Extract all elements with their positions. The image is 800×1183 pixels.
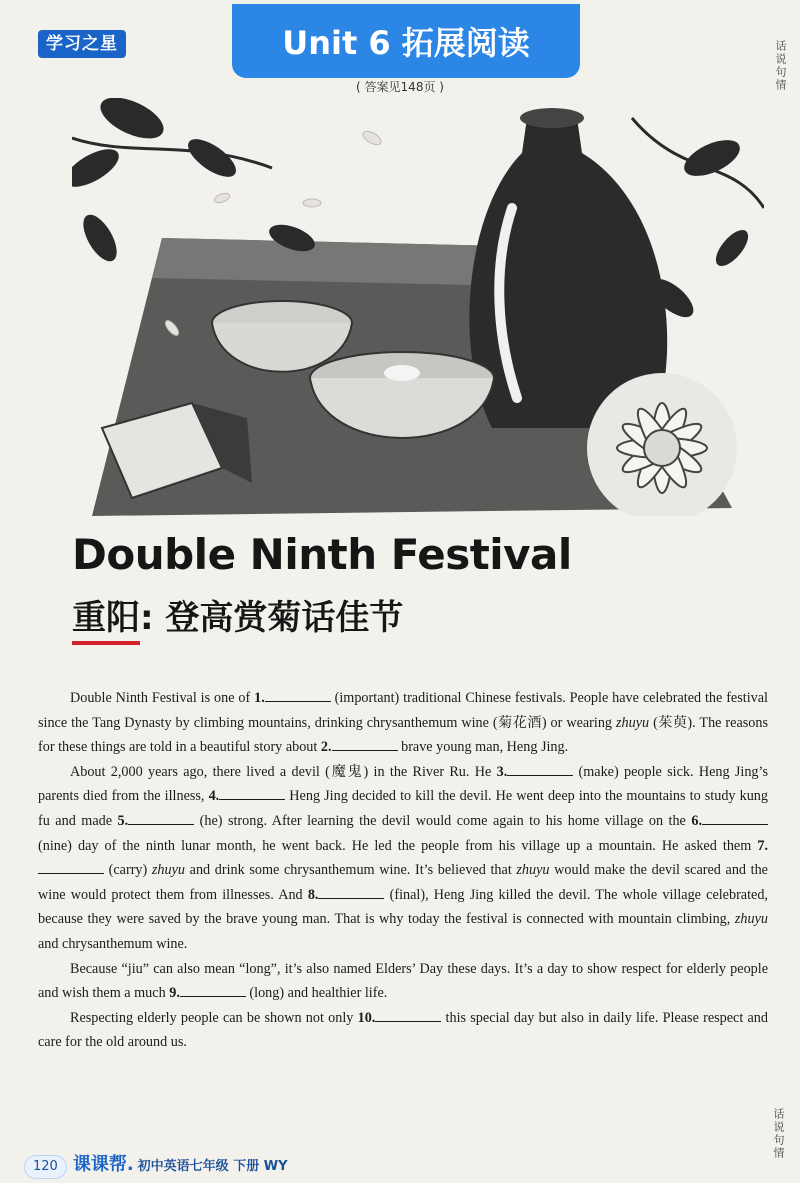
text: About 2,000 years ago, there lived a devil (魔鬼) in the River Ru. He xyxy=(70,763,497,780)
text: strong. After learning the devil would come again to his home village on the xyxy=(227,812,692,829)
italic-term: zhuyu xyxy=(151,862,185,879)
footer-brand: 课课帮. xyxy=(72,1154,134,1175)
answer-blank-5[interactable] xyxy=(128,810,194,825)
blank-number: 6. xyxy=(691,812,702,829)
title-chinese xyxy=(72,590,403,645)
italic-term: zhuyu xyxy=(616,714,650,731)
blank-number: 7. xyxy=(757,837,768,854)
text: and healthier life. xyxy=(287,985,388,1002)
italic-term: zhuyu xyxy=(516,862,550,879)
text: Respecting elderly people can be shown not only xyxy=(70,1009,358,1026)
hint-word: (final), xyxy=(384,886,434,903)
brand-logo: 学习之星 xyxy=(38,30,126,58)
hint-word: (he) xyxy=(194,812,228,829)
answer-blank-4[interactable] xyxy=(219,785,285,800)
hint-word: (carry) xyxy=(104,862,152,879)
text: brave young man, Heng Jing. xyxy=(397,739,569,756)
text: (茱萸). The reasons for these things are told in a beautiful story about xyxy=(38,714,768,756)
text: day of the ninth lunar month, he went back. He led the people from his village up a mountain. He asked them xyxy=(77,837,758,854)
article-body xyxy=(38,686,768,1055)
page-footer xyxy=(24,1150,287,1179)
unit-title-banner: Unit 6 拓展阅读 xyxy=(232,4,580,78)
text: Double Ninth Festival is one of xyxy=(70,690,255,706)
blank-number: 4. xyxy=(208,788,220,805)
title-chinese-rest: : 登高赏菊话佳节 xyxy=(140,598,404,638)
answer-blank-7[interactable] xyxy=(38,859,104,874)
page-number: 120 xyxy=(24,1155,67,1179)
side-tab-label: 话说句情 xyxy=(774,40,787,92)
blank-number: 10. xyxy=(357,1009,376,1026)
paragraph-4 xyxy=(38,1006,768,1055)
answer-blank-3[interactable] xyxy=(507,761,573,776)
hint-word: (nine) xyxy=(38,837,78,854)
answer-blank-2[interactable] xyxy=(332,736,398,751)
footer-book-title: 初中英语七年级 下册 WY xyxy=(137,1159,288,1174)
text: would make the devil scared and the wine would protect them from illnesses. And xyxy=(38,862,768,903)
answer-blank-8[interactable] xyxy=(318,884,384,899)
hint-word: (long) xyxy=(245,985,288,1002)
blank-number: 9. xyxy=(169,985,180,1002)
answer-note: ( 答案见148页 ) xyxy=(356,80,444,94)
answer-blank-9[interactable] xyxy=(180,982,246,997)
wine-jar-and-chrysanthemum-illustration xyxy=(72,98,764,516)
text: and chrysanthemum wine. xyxy=(38,935,188,952)
text: this special day but also in daily life. Please respect and care for the old around us. xyxy=(38,1009,768,1051)
blank-number: 5. xyxy=(117,812,129,829)
title-chinese-accent: 重阳 xyxy=(72,590,140,645)
blank-number: 1. xyxy=(254,690,265,706)
text: and drink some chrysanthemum wine. It’s believed that xyxy=(185,862,517,879)
hint-word: (make) xyxy=(573,763,625,780)
blank-number: 2. xyxy=(320,739,332,756)
blank-number: 8. xyxy=(307,886,319,903)
paragraph-1 xyxy=(38,686,768,760)
text: Heng Jing killed the devil. The whole village celebrated, because they were saved by the brave young man. That is why today the festival is connected with mountain climbing, xyxy=(38,886,768,928)
text: Because “jiu” can also mean “long”, it’s also named Elders’ Day these days. It’s a day to show respect for elderly people and wish them a much xyxy=(38,960,768,1002)
text: traditional Chinese festivals. People have celebrated the festival since the Tang Dynasty by climbing mountains, drinking chrysanthemum wine (菊花酒) or wearing xyxy=(38,690,768,731)
text: Heng Jing decided to kill the devil. He went deep into the mountains to study kung fu and made xyxy=(38,788,768,829)
paragraph-2 xyxy=(38,760,768,957)
answer-blank-1[interactable] xyxy=(265,687,331,702)
italic-term: zhuyu xyxy=(734,911,768,928)
blank-number: 3. xyxy=(496,763,508,780)
side-tab-bottom-label: 话说句情 xyxy=(772,1108,785,1160)
answer-blank-10[interactable] xyxy=(375,1007,441,1022)
answer-blank-6[interactable] xyxy=(702,810,768,825)
paragraph-3 xyxy=(38,957,768,1006)
hint-word: (important) xyxy=(330,690,404,706)
title-english: Double Ninth Festival xyxy=(72,530,572,579)
text: people sick. Heng Jing’s parents died from the illness, xyxy=(38,763,768,805)
